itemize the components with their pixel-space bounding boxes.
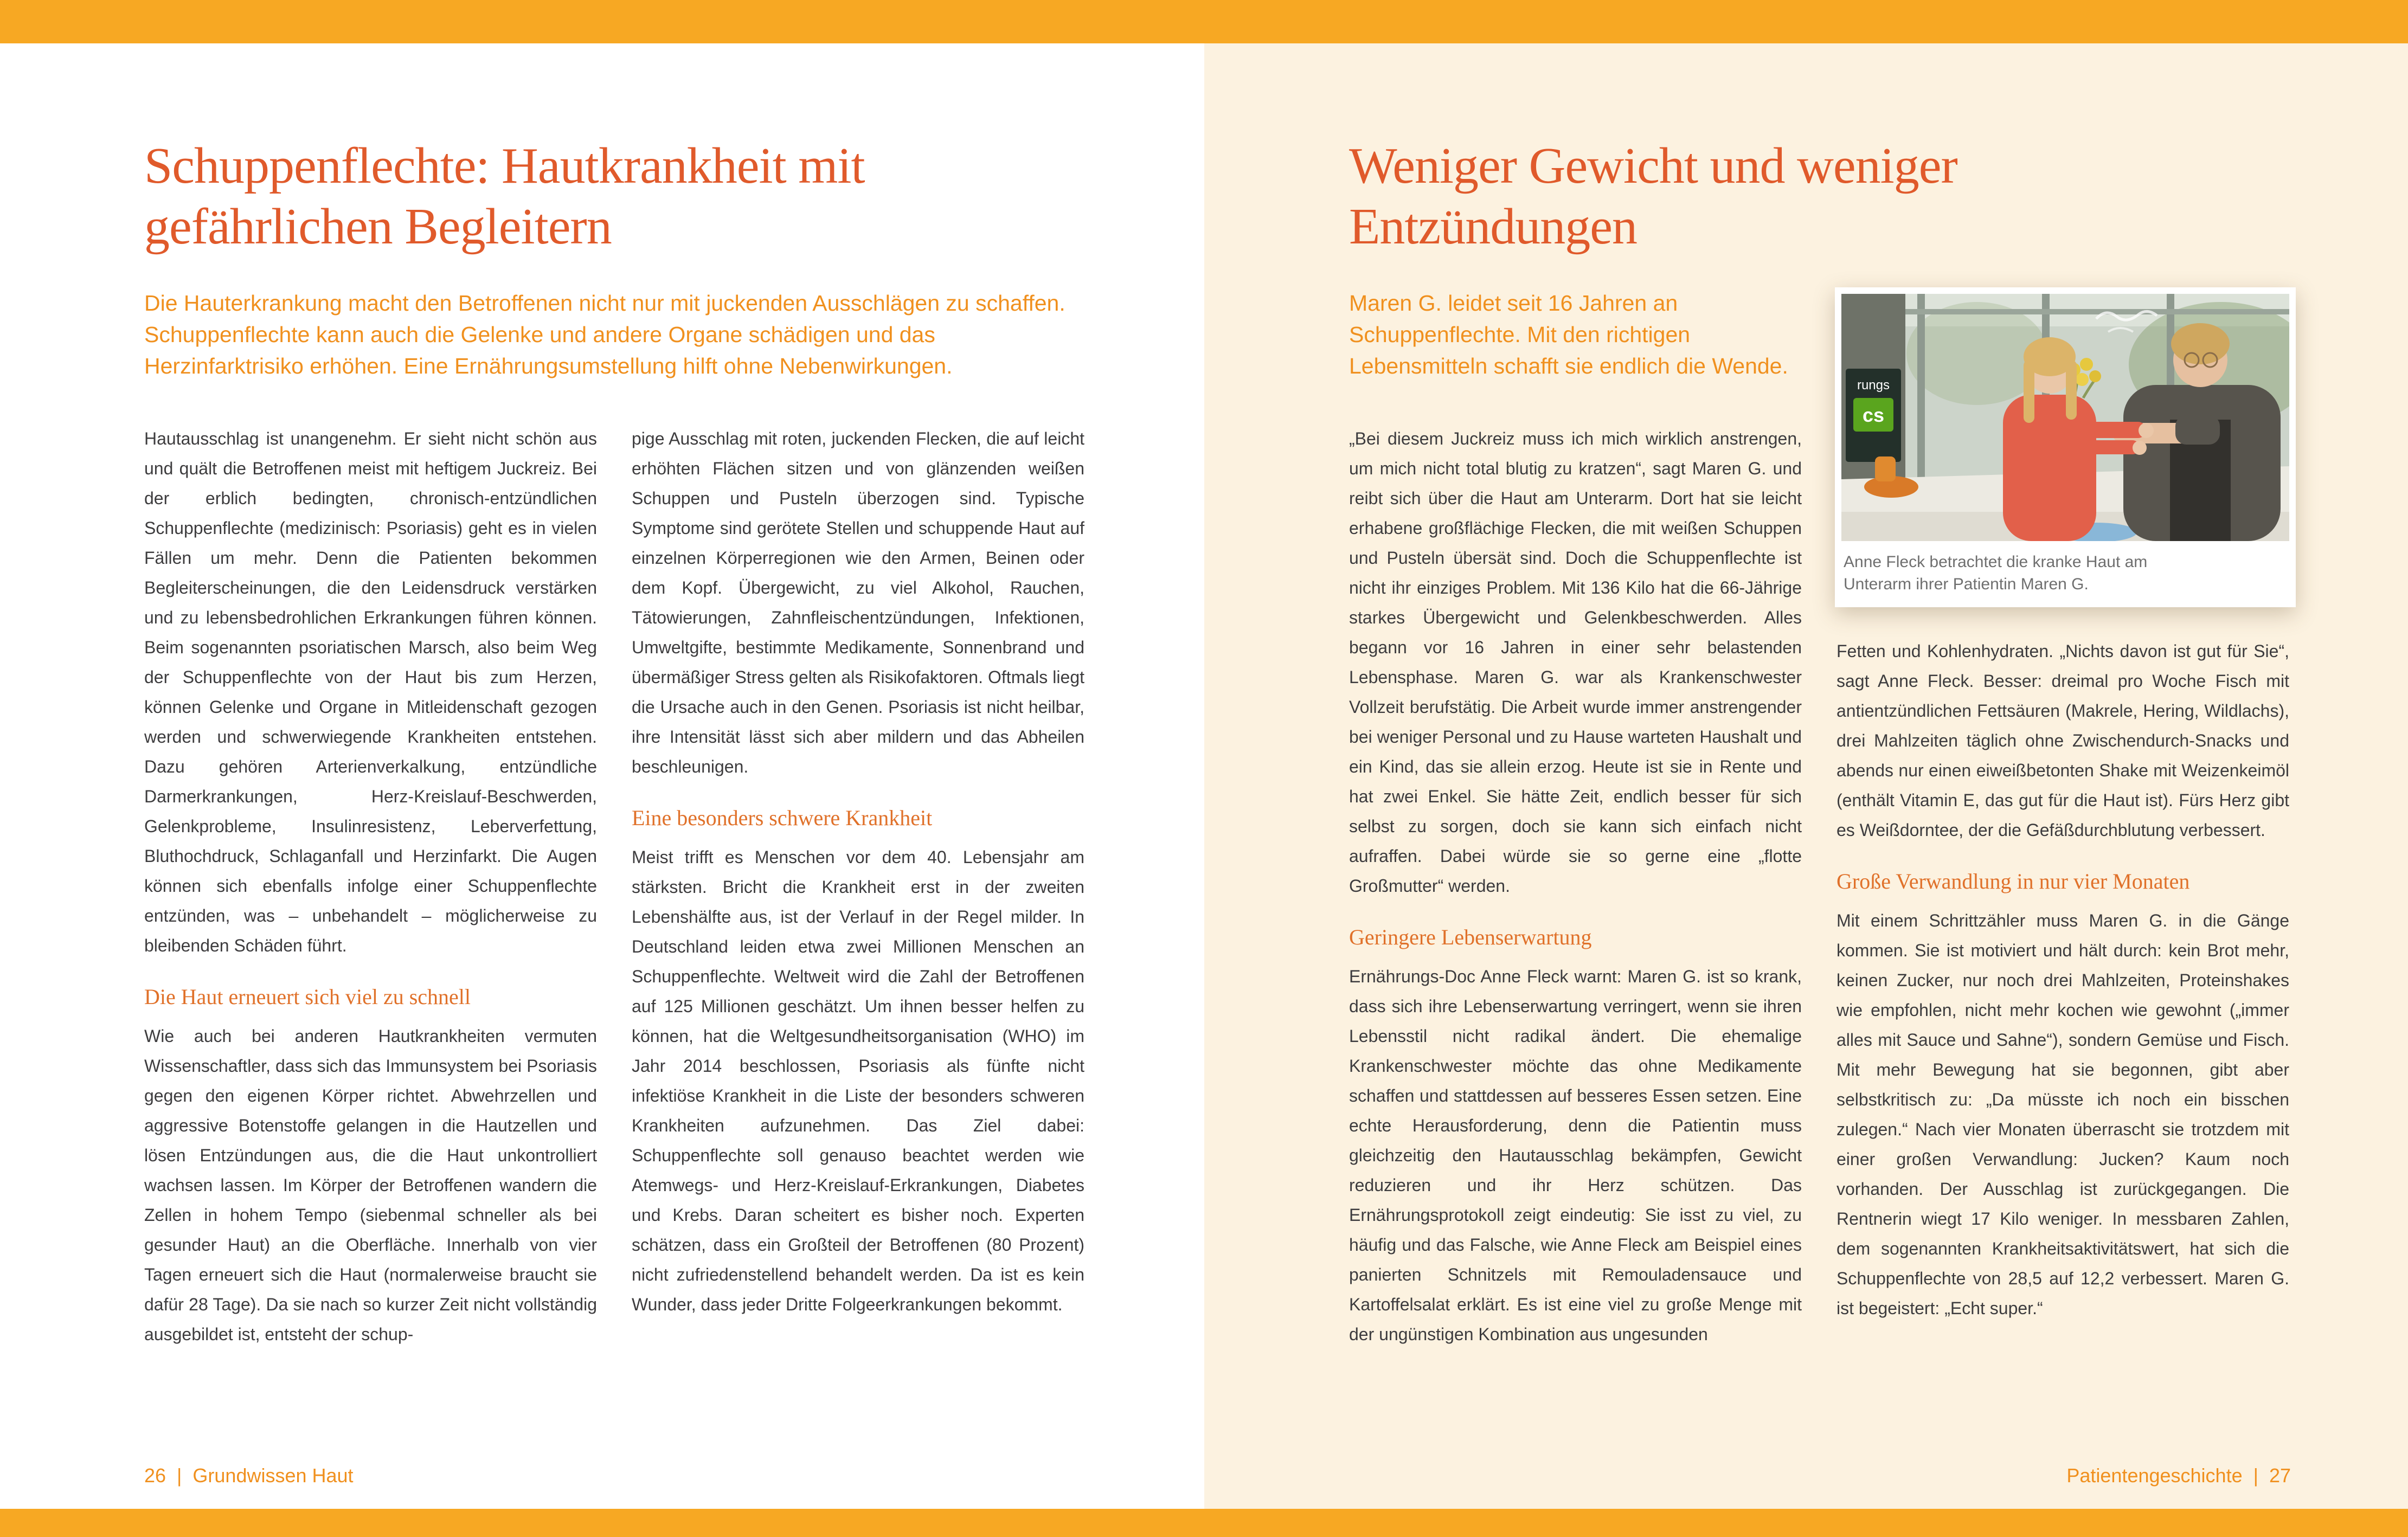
footer-separator: | — [2253, 1464, 2258, 1487]
lead-paragraph: Maren G. leidet seit 16 Jahren an Schuppenflechte. Mit den richtigen Lebensmitteln schafft sie endlich die Wende. — [1349, 291, 1788, 378]
body-paragraph: pige Ausschlag mit roten, juckenden Flecken, die auf leicht erhöhten Flächen sitzen und von glänzenden weißen Schuppen und Pusteln überzogen sind. Typische Symptome sind gerötete Stellen und schuppende Haut auf einzelnen Körperregionen wie den Armen, Beinen oder dem Kopf. Übergewicht, zu viel Alkohol, Rauchen, Tätowierungen, Zahnfleischentzündungen, Infektionen, Umweltgifte, bestimmte Medikamente, Sonnenbrand und übermäßiger Stress gelten als Risikofaktoren. Oftmals liegt die Ursache auch in den Genen. Psoriasis ist nicht heilbar, ihre Intensität lässt sich aber mildern und das Abheilen beschleunigen. — [632, 429, 1084, 776]
page-footer — [2066, 1464, 2291, 1487]
bottom-accent-bar — [0, 1509, 2408, 1537]
photo-illustration — [1841, 294, 2289, 541]
page-number: 27 — [2269, 1464, 2291, 1487]
section-heading: Geringere Lebenserwartung — [1349, 925, 1592, 949]
page-footer — [144, 1464, 354, 1487]
orange-jug — [1875, 456, 1896, 481]
column-2 — [632, 424, 1084, 1349]
chapter-label: Patientengeschichte — [2066, 1464, 2243, 1487]
footer-separator: | — [177, 1464, 182, 1487]
body-paragraph: Hautausschlag ist unangenehm. Er sieht nicht schön aus und quält die Betroffenen meist mit heftigem Juckreiz. Bei der erblich bedingten, chronisch-entzündlichen Schuppenflechte (medizinisch: Psoriasis) geht es in vielen Fällen um mehr. Denn die Patienten bekommen Begleiterscheinungen, die den Leidensdruck verstärken und zu lebensbedrohlichen Erkrankungen führen können. Beim sogenannten psoriatischen Marsch, also beim Weg der Schuppenflechte von der Haut bis zum Herzen, können Gelenke und Organe in Mitleidenschaft gezogen werden und schwerwiegende Krankheiten entstehen. Dazu gehören Arterienverkalkung, entzündliche Darmerkrankungen, Herz-Kreislauf-Beschwerden, Gelenkprobleme, Insulinresistenz, Leberverfettung, Bluthochdruck, Schlaganfall und Herzinfarkt. Die Augen können sich ebenfalls infolge einer Schuppenflechte entzünden, was – unbehandelt – möglicherweise zu bleibenden Schäden führt. — [144, 429, 597, 955]
body-paragraph: Meist trifft es Menschen vor dem 40. Lebensjahr am stärksten. Bricht die Krankheit erst in der zweiten Lebenshälfte aus, ist der Verlauf in der Regel milder. In Deutschland leiden etwa zwei Millionen Menschen an Schuppenflechte. Weltweit wird die Zahl der Betroffenen auf 125 Millionen geschätzt. Um ihnen besser helfen zu können, hat die Weltgesundheitsorganisation (WHO) im Jahr 2014 beschlossen, Psoriasis als fünfte nicht infektiöse Krankheit in die Liste der besonders schweren Krankheiten aufzunehmen. Das Ziel dabei: Schuppenflechte soll genauso beachtet werden wie Atemwegs- und Herz-Kreislauf-Erkrankungen, Diabetes und Krebs. Daran scheitert es bisher noch. Experten schätzen, dass ein Großteil der Betroffenen (80 Prozent) nicht zufriedenstellend behandelt werden. Da ist es kein Wunder, dass jeder Dritte Folgeerkrankungen bekommt. — [632, 847, 1084, 1314]
body-paragraph: Mit einem Schrittzähler muss Maren G. in die Gänge kommen. Sie ist motiviert und hält durch: kein Brot mehr, keinen Zucker, nur noch drei Mahlzeiten, Proteinshakes wie empfohlen, nicht mehr kochen wie gewohnt („immer alles mit Sauce und Sahne“), sondern Gemüse und Fisch. Mit mehr Bewegung hat sie begonnen, gibt aber selbstkritisch zu: „Da müsste ich noch ein bisschen zulegen.“ Nach vier Monaten überrascht sie trotzdem mit einer großen Verwandlung: Jucken? Kaum noch vorhanden. Der Ausschlag ist zurückgegangen. Die Rentnerin wiegt 17 Kilo weniger. In messbaren Zahlen, dem sogenannten Krankheitsaktivitätswert, hat sich die Schuppenflechte von 28,5 auf 12,2 verbessert. Maren G. ist begeistert: „Echt super.“ — [1836, 911, 2289, 1318]
body-paragraph: Ernährungs-Doc Anne Fleck warnt: Maren G. ist so krank, dass sich ihre Lebenserwartung verringert, wenn sie ihren Lebensstil nicht radikal ändert. Die ehemalige Krankenschwester möchte das ohne Medikamente schaffen und stattdessen auf besseres Essen setzen. Eine echte Herausforderung, denn die Patientin muss gleichzeitig den Hautausschlag bekämpfen, Gewicht reduzieren und ihr Herz schützen. Das Ernährungsprotokoll zeigt eindeutig: Sie isst zu viel, zu häufig und das Falsche, wie Anne Fleck am Beispiel eines panierten Schnitzels mit Remouladensauce und Kartoffelsalat erklärt. Es ist eine viel zu große Menge mit der ungünstigen Kombination aus ungesunden — [1349, 967, 1802, 1344]
screen-text: rungs — [1857, 378, 1890, 393]
right-page — [1204, 43, 2408, 1509]
page-title: Weniger Gewicht und weniger Entzündungen — [1349, 138, 1957, 255]
patient-photo — [1835, 287, 2296, 607]
top-accent-bar — [0, 0, 2408, 43]
page-number: 26 — [144, 1464, 166, 1487]
section-heading: Große Verwandlung in nur vier Monaten — [1836, 869, 2190, 893]
column-1 — [1349, 424, 1802, 1349]
section-heading: Die Haut erneuert sich viel zu schnell — [144, 985, 471, 1009]
body-paragraph: Fetten und Kohlenhydraten. „Nichts davon ist gut für Sie“, sagt Anne Fleck. Besser: dreimal pro Woche Fisch mit antientzündlichen Fettsäuren (Makrele, Hering, Wildlachs), drei Mahlzeiten täglich ohne Zwischendurch-Snacks und abends nur einen eiweißbetonten Shake mit Weizenkeimöl (enthält Vitamin E, das gut für die Haut ist). Fürs Herz gibt es Weißdorntee, der die Gefäßdurchblutung verbessert. — [1836, 641, 2289, 840]
chapter-label: Grundwissen Haut — [192, 1464, 354, 1487]
left-page — [0, 43, 1204, 1509]
screen-logo-text: cs — [1862, 404, 1885, 426]
column-1 — [144, 424, 597, 1349]
lead-paragraph: Die Hauterkrankung macht den Betroffenen nicht nur mit juckenden Ausschlägen zu schaffen. Schuppenflechte kann auch die Gelenke und andere Organe schädigen und das Herzinfarktrisiko erhöhen. Eine Ernährungsumstellung hilft ohne Nebenwirkungen. — [144, 291, 1065, 378]
photo-caption: Anne Fleck betrachtet die kranke Haut am Unterarm ihrer Patientin Maren G. — [1844, 553, 2148, 593]
body-columns — [144, 424, 1084, 1349]
body-paragraph: Wie auch bei anderen Hautkrankheiten vermuten Wissenschaftler, dass sich das Immunsystem bei Psoriasis gegen den eigenen Körper richtet. Abwehrzellen und aggressive Botenstoffe gelangen in die Hautzellen und lösen Entzündungen aus, die die Haut unkontrolliert wachsen lassen. Im Körper der Betroffenen wandern die Zellen in hohem Tempo (siebenmal schneller als bei gesunder Haut) an die Oberfläche. Innerhalb von vier Tagen erneuert sich die Haut (normalerweise braucht sie dafür 28 Tage). Da sie nach so kurzer Zeit nicht vollständig ausgebildet ist, entsteht der schup- — [144, 1026, 597, 1344]
section-heading: Eine besonders schwere Krankheit — [632, 806, 933, 830]
window-mullion — [1917, 294, 1925, 489]
page-title: Schuppenflechte: Hautkrankheit mit gefährlichen Begleitern — [144, 138, 865, 255]
body-paragraph: „Bei diesem Juckreiz muss ich mich wirklich anstrengen, um mich nicht total blutig zu kratzen“, sagt Maren G. und reibt sich über die Haut am Unterarm. Dort hat sie leicht erhabene großflächige Flecken, die mit weißen Schuppen und Pusteln übersät sind. Doch die Schuppenflechte ist nicht ihr einziges Problem. Mit 136 Kilo hat die 66-Jährige starkes Übergewicht und Gelenkbeschwerden. Alles begann vor 16 Jahren in einer sehr belastenden Lebensphase. Maren G. war als Krankenschwester Vollzeit berufstätig. Die Arbeit wurde immer anstrengender bei weniger Personal und zu Hause warteten Haushalt und ein Kind, das sie allein erzog. Heute ist sie in Rente und hat zwei Enkel. Sie hätte Zeit, endlich besser für sich selbst zu sorgen, doch sie kann sich einfach nicht aufraffen. Dabei würde sie so gerne eine „flotte Großmutter“ werden. — [1349, 429, 1802, 896]
